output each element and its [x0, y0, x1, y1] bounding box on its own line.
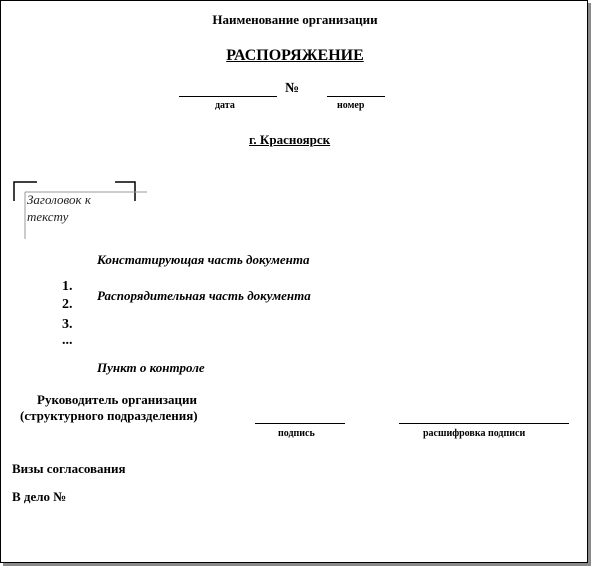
- heading-to-text-box: [27, 191, 145, 241]
- list-marker-3: 3.: [62, 317, 73, 332]
- signature-caption: подпись: [278, 428, 315, 439]
- number-line: [327, 96, 385, 97]
- signatory-position-line2: (структурного подразделения): [20, 408, 198, 423]
- directive-part: Распорядительная часть документа: [97, 288, 311, 303]
- control-clause: Пункт о контроле: [97, 360, 205, 375]
- decoding-caption: расшифровка подписи: [423, 428, 526, 439]
- date-caption: дата: [215, 100, 235, 111]
- city-name: г. Красноярск: [249, 132, 331, 147]
- heading-to-text: Заголовок к тексту: [27, 192, 91, 224]
- signatory-position-line1: Руководитель организации: [37, 392, 197, 407]
- list-marker-1: 1.: [62, 279, 73, 294]
- list-marker-more: ...: [62, 333, 73, 348]
- organization-name: Наименование организации: [212, 12, 378, 27]
- statement-part: Констатирующая часть документа: [97, 252, 310, 267]
- approval-visas: Визы согласования: [12, 461, 126, 476]
- signature-decoding-line: [399, 423, 569, 424]
- number-sign: №: [285, 81, 300, 96]
- number-caption: номер: [337, 100, 365, 111]
- date-line: [179, 96, 277, 97]
- signature-line: [255, 423, 345, 424]
- document-type-title: РАСПОРЯЖЕНИЕ: [226, 47, 364, 64]
- file-to-case: В дело №: [12, 489, 67, 504]
- list-marker-2: 2.: [62, 297, 73, 312]
